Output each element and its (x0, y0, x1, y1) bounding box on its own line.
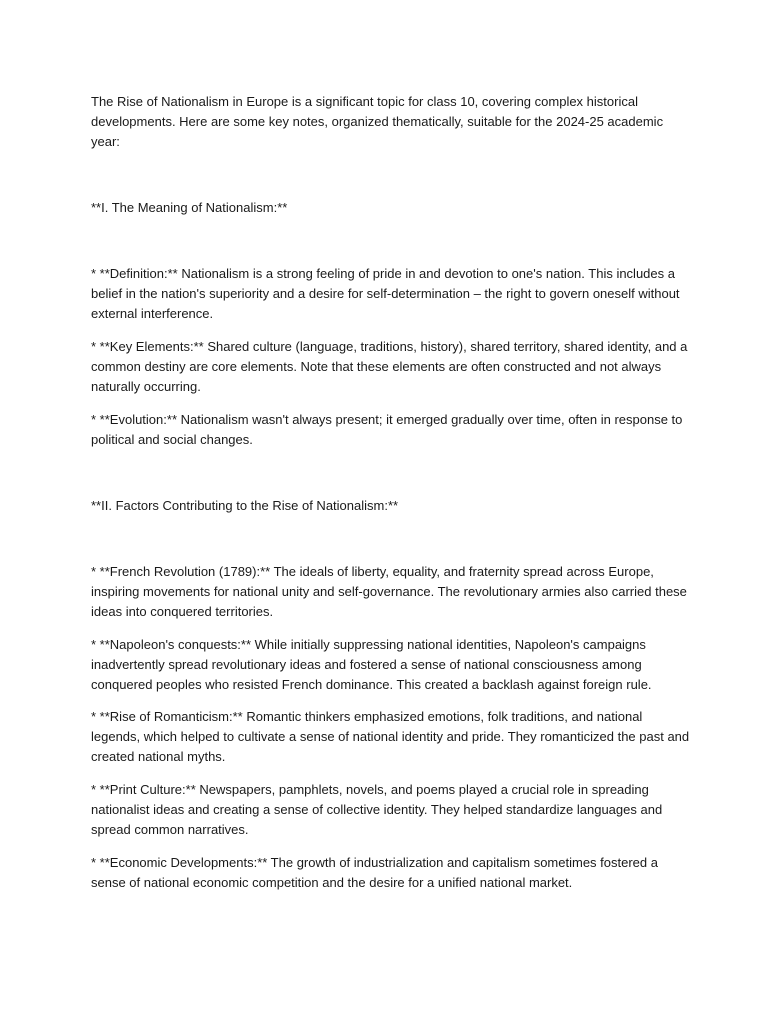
bullet-key-elements: * **Key Elements:** Shared culture (language, traditions, history), shared territory, shared identity, and a common destiny are core elements. Note that these elements are often constructed and not always naturally occurring. (91, 339, 688, 394)
bullet-economic-developments: * **Economic Developments:** The growth of industrialization and capitalism sometimes fostered a sense of national economic competition and the desire for a unified national market. (91, 855, 658, 890)
section-2-heading: **II. Factors Contributing to the Rise of Nationalism:** (91, 498, 399, 513)
bullet-definition: * **Definition:** Nationalism is a strong feeling of pride in and devotion to one's nation. This includes a belief in the nation's superiority and a desire for self-determination – the right to govern oneself without external interference. (91, 266, 680, 321)
bullet-romanticism: * **Rise of Romanticism:** Romantic thinkers emphasized emotions, folk traditions, and national legends, which helped to cultivate a sense of national identity and pride. They romanticized the past and created national myths. (91, 709, 690, 764)
section-1-heading: **I. The Meaning of Nationalism:** (91, 200, 288, 215)
intro-paragraph: The Rise of Nationalism in Europe is a significant topic for class 10, covering complex historical developments. Here are some key notes, organized thematically, suitable for the 2024-25 academic year: (91, 94, 664, 149)
bullet-evolution: * **Evolution:** Nationalism wasn't always present; it emerged gradually over time, often in response to political and social changes. (91, 412, 683, 447)
bullet-french-revolution: * **French Revolution (1789):** The ideals of liberty, equality, and fraternity spread across Europe, inspiring movements for national unity and self-governance. The revolutionary armies also carried these ideas into conquered territories. (91, 564, 687, 619)
bullet-print-culture: * **Print Culture:** Newspapers, pamphlets, novels, and poems played a crucial role in spreading nationalist ideas and creating a sense of collective identity. They helped standardize languages and spread common narratives. (91, 782, 663, 837)
bullet-napoleon-conquests: * **Napoleon's conquests:** While initially suppressing national identities, Napoleon's campaigns inadvertently spread revolutionary ideas and fostered a sense of national consciousness among conquered peoples who resisted French dominance. This created a backlash against foreign rule. (91, 637, 652, 692)
